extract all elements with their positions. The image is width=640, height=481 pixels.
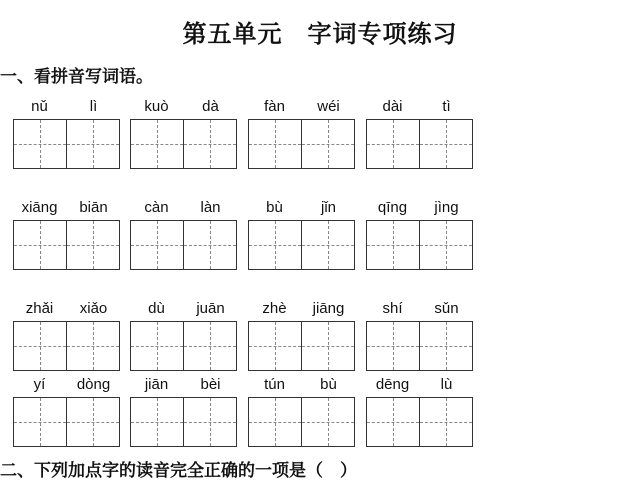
pinyin-row-4 (0, 375, 640, 449)
section-2-heading: 二、下列加点字的读音完全正确的一项是（ ） (0, 461, 357, 481)
tianzige-cell[interactable] (301, 120, 354, 168)
pinyin-label: wéi (317, 98, 340, 115)
tianzige-cell[interactable] (419, 398, 472, 446)
pinyin-label: kuò (144, 98, 169, 115)
pinyin-label: qīng (377, 199, 408, 216)
pinyin-label: shí (382, 300, 403, 317)
tianzige-cell[interactable] (249, 120, 301, 168)
pinyin-label: zhè (262, 300, 287, 317)
pinyin-label: dù (148, 300, 165, 317)
tianzige-cell[interactable] (301, 398, 354, 446)
writing-grid (13, 321, 120, 371)
tianzige-cell[interactable] (183, 120, 236, 168)
word-item (248, 97, 355, 171)
writing-grid (248, 119, 355, 169)
tianzige-cell[interactable] (367, 322, 419, 370)
word-item (13, 299, 120, 373)
writing-grid (130, 220, 237, 270)
tianzige-cell[interactable] (249, 398, 301, 446)
writing-grid (248, 220, 355, 270)
writing-grid (130, 321, 237, 371)
pinyin-row-3 (0, 299, 640, 373)
word-item (366, 375, 473, 449)
tianzige-cell[interactable] (14, 120, 66, 168)
tianzige-cell[interactable] (14, 221, 66, 269)
pinyin-label: biān (79, 199, 108, 216)
pinyin-label: dài (382, 98, 403, 115)
pinyin-label: lì (89, 98, 98, 115)
writing-grid (366, 119, 473, 169)
pinyin-label: tún (264, 376, 285, 393)
writing-grid (366, 321, 473, 371)
tianzige-cell[interactable] (419, 221, 472, 269)
tianzige-cell[interactable] (14, 398, 66, 446)
word-item (248, 198, 355, 272)
tianzige-cell[interactable] (367, 221, 419, 269)
word-item (248, 299, 355, 373)
pinyin-label: tì (442, 98, 451, 115)
pinyin-label: xiāng (21, 199, 58, 216)
writing-grid (13, 119, 120, 169)
tianzige-cell[interactable] (66, 221, 119, 269)
writing-grid (366, 397, 473, 447)
pinyin-label: dòng (76, 376, 111, 393)
pinyin-label: jiāng (312, 300, 345, 317)
writing-grid (248, 397, 355, 447)
pinyin-label: jǐn (320, 199, 336, 216)
tianzige-cell[interactable] (367, 120, 419, 168)
pinyin-label: fàn (264, 98, 285, 115)
tianzige-cell[interactable] (131, 398, 183, 446)
tianzige-cell[interactable] (367, 398, 419, 446)
word-item (130, 299, 237, 373)
writing-grid (248, 321, 355, 371)
tianzige-cell[interactable] (66, 120, 119, 168)
writing-grid (13, 220, 120, 270)
tianzige-cell[interactable] (66, 322, 119, 370)
pinyin-label: lù (440, 376, 453, 393)
pinyin-label: bèi (200, 376, 221, 393)
writing-grid (13, 397, 120, 447)
word-item (366, 97, 473, 171)
pinyin-label: dēng (375, 376, 410, 393)
pinyin-label: càn (144, 199, 169, 216)
word-item (130, 198, 237, 272)
word-item (366, 198, 473, 272)
tianzige-cell[interactable] (183, 221, 236, 269)
pinyin-label: zhǎi (25, 300, 54, 317)
tianzige-cell[interactable] (419, 322, 472, 370)
writing-grid (130, 119, 237, 169)
pinyin-label: xiǎo (79, 300, 108, 317)
pinyin-row-1 (0, 97, 640, 171)
section-1-heading: 一、看拼音写词语。 (0, 67, 153, 87)
word-item (248, 375, 355, 449)
tianzige-cell[interactable] (131, 120, 183, 168)
pinyin-label: bù (320, 376, 337, 393)
tianzige-cell[interactable] (131, 221, 183, 269)
tianzige-cell[interactable] (301, 322, 354, 370)
pinyin-row-2 (0, 198, 640, 272)
tianzige-cell[interactable] (66, 398, 119, 446)
word-item (13, 97, 120, 171)
tianzige-cell[interactable] (183, 322, 236, 370)
word-item (13, 198, 120, 272)
pinyin-label: jìng (434, 199, 459, 216)
writing-grid (366, 220, 473, 270)
pinyin-label: sǔn (434, 300, 459, 317)
tianzige-cell[interactable] (249, 221, 301, 269)
tianzige-cell[interactable] (301, 221, 354, 269)
word-item (366, 299, 473, 373)
tianzige-cell[interactable] (131, 322, 183, 370)
pinyin-label: nǔ (31, 98, 48, 115)
tianzige-cell[interactable] (14, 322, 66, 370)
tianzige-cell[interactable] (249, 322, 301, 370)
word-item (130, 375, 237, 449)
pinyin-label: jiān (144, 376, 169, 393)
tianzige-cell[interactable] (183, 398, 236, 446)
word-item (13, 375, 120, 449)
pinyin-label: dà (202, 98, 219, 115)
pinyin-label: làn (200, 199, 221, 216)
pinyin-label: yí (33, 376, 46, 393)
page-title: 第五单元 字词专项练习 (182, 19, 458, 48)
tianzige-cell[interactable] (419, 120, 472, 168)
word-item (130, 97, 237, 171)
pinyin-label: juān (196, 300, 225, 317)
pinyin-label: bù (266, 199, 283, 216)
writing-grid (130, 397, 237, 447)
